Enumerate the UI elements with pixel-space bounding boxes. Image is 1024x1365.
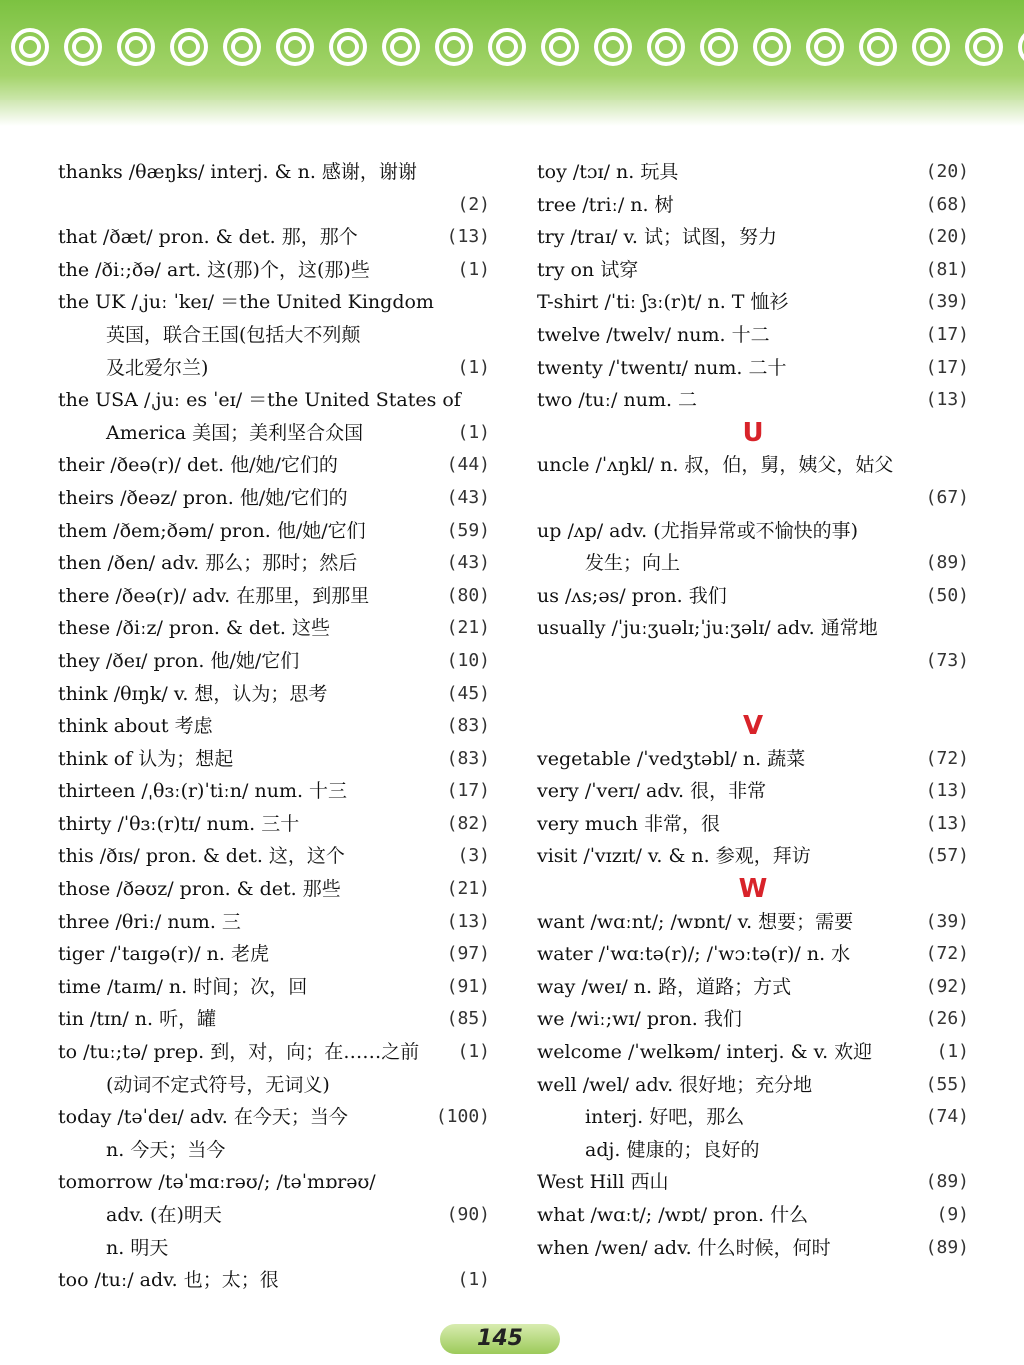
decorative-ring-icon (869, 38, 887, 56)
entry-text: tiger /ˈtaɪgə(r)/ n. 老虎 (58, 943, 269, 966)
glossary-entry-line (537, 352, 969, 385)
glossary-entry-line (58, 1101, 490, 1134)
glossary-entry-line (58, 417, 490, 450)
entry-page-ref: (20) (925, 226, 969, 248)
entry-page-ref: (1) (457, 421, 490, 443)
glossary-entry-line (58, 840, 490, 873)
decorative-ring-icon (975, 38, 993, 56)
entry-page-ref: (85) (446, 1008, 490, 1030)
entry-page-ref: (73) (925, 649, 969, 671)
glossary-entry-line (58, 352, 490, 385)
decorative-ring-icon (74, 38, 92, 56)
page-header-band (0, 0, 1024, 108)
glossary-entry-line (58, 1003, 490, 1036)
entry-text: interj. 好吧，那么 (585, 1106, 745, 1129)
decorative-ring-icon (861, 30, 895, 64)
glossary-entry-line (537, 156, 969, 189)
entry-page-ref: (17) (925, 356, 969, 378)
entry-text: try on 试穿 (537, 258, 639, 281)
decorative-ring-icon (710, 38, 728, 56)
entry-text: America 美国；美利坚合众国 (106, 421, 364, 444)
entry-text: there /ðeə(r)/ adv. 在那里，到那里 (58, 584, 370, 607)
entry-page-ref: (2) (457, 193, 490, 215)
entry-text: what /wɑːt/; /wɒt/ pron. 什么 (537, 1204, 809, 1226)
entry-page-ref: (89) (925, 1171, 969, 1193)
decorative-ring-icon (702, 30, 736, 64)
entry-page-ref: (74) (925, 1106, 969, 1128)
entry-text: try /traɪ/ v. 试；试图，努力 (537, 226, 778, 249)
entry-text: three /θriː/ num. 三 (58, 910, 241, 933)
decorative-ring-icon (914, 30, 948, 64)
entry-text: those /ðəʊz/ pron. & det. 那些 (58, 878, 341, 901)
entry-text: two /tuː/ num. 二 (537, 389, 698, 412)
entry-page-ref: (44) (446, 454, 490, 476)
decorative-ring-icon (437, 30, 471, 64)
decorative-ring-icon (180, 38, 198, 56)
decorative-ring-icon (445, 38, 463, 56)
section-letter: W (738, 874, 768, 905)
glossary-entry-line (58, 743, 490, 776)
decorative-ring-icon (172, 30, 206, 64)
entry-text: vegetable /ˈvedʒtəbl/ n. 蔬菜 (537, 747, 806, 770)
glossary-entry-line (537, 1069, 969, 1102)
entry-text: visit /ˈvɪzɪt/ v. & n. 参观，拜访 (537, 845, 811, 868)
entry-page-ref: (3) (457, 845, 490, 867)
entry-text: too /tuː/ adv. 也；太；很 (58, 1269, 279, 1292)
decorative-ring-icon (755, 30, 789, 64)
entry-text: toy /tɔɪ/ n. 玩具 (537, 161, 679, 183)
page-number: 145 (477, 1326, 523, 1351)
entry-text: very much 非常，很 (537, 812, 721, 835)
entry-text: tree /triː/ n. 树 (537, 193, 674, 216)
entry-text: think /θɪŋk/ v. 想，认为；思考 (58, 682, 328, 705)
entry-page-ref: (59) (446, 519, 490, 541)
entry-page-ref: (92) (925, 975, 969, 997)
decorative-ring-icon (649, 30, 683, 64)
section-gap (537, 678, 969, 711)
decorative-ring-icon (286, 38, 304, 56)
entry-page-ref: (55) (925, 1073, 969, 1095)
entry-page-ref: (89) (925, 1236, 969, 1258)
entry-text: n. 明天 (106, 1236, 169, 1259)
glossary-entry-line (537, 515, 969, 548)
decorative-ring-icon (808, 30, 842, 64)
entry-page-ref: (81) (925, 258, 969, 280)
entry-text: uncle /ˈʌŋkl/ n. 叔，伯，舅，姨父，姑父 (537, 454, 894, 477)
glossary-entry-line (58, 612, 490, 645)
entry-page-ref: (1) (457, 258, 490, 280)
entry-page-ref: (21) (446, 617, 490, 639)
entry-text: twenty /ˈtwentɪ/ num. 二十 (537, 356, 787, 379)
section-letter: V (742, 711, 764, 742)
entry-page-ref: (17) (925, 323, 969, 345)
glossary-entry-line (58, 906, 490, 939)
glossary-entry-line (58, 156, 490, 189)
entry-text: usually /ˈjuːʒuəlɪ;ˈjuːʒəlɪ/ adv. 通常地 (537, 617, 878, 640)
entry-text: n. 今天；当今 (106, 1138, 226, 1161)
decorative-ring-icon (543, 30, 577, 64)
entry-page-ref: (57) (925, 845, 969, 867)
entry-text: that /ðæt/ pron. & det. 那，那个 (58, 226, 358, 249)
entry-page-ref: (1) (457, 1041, 490, 1063)
entry-page-ref: (72) (925, 747, 969, 769)
entry-page-ref: (13) (925, 812, 969, 834)
glossary-entry-line (58, 189, 490, 222)
glossary-entry-line (537, 221, 969, 254)
glossary-entry-line (58, 319, 490, 352)
entry-text: (动词不定式符号，无词义) (106, 1073, 330, 1096)
entry-text: 英国，联合王国(包括大不列颠 (106, 323, 361, 346)
entry-page-ref: (100) (435, 1106, 490, 1128)
glossary-entry-line (58, 1199, 490, 1232)
glossary-entry-line (537, 971, 969, 1004)
decorative-ring-icon (21, 38, 39, 56)
glossary-entry-line (537, 254, 969, 287)
entry-page-ref: (83) (446, 747, 490, 769)
glossary-entry-line (537, 612, 969, 645)
glossary-entry-line (58, 710, 490, 743)
decorative-ring-icon (0, 22, 1024, 72)
entry-text: theirs /ðeəz/ pron. 他/她/它们的 (58, 486, 348, 509)
glossary-entry-line (58, 515, 490, 548)
glossary-entry-line (58, 254, 490, 287)
entry-text: welcome /ˈwelkəm/ interj. & v. 欢迎 (537, 1041, 873, 1064)
glossary-entry-line (58, 286, 490, 319)
glossary-entry-line (537, 775, 969, 808)
decorative-ring-icon (119, 30, 153, 64)
entry-page-ref: (72) (925, 943, 969, 965)
entry-text: West Hill 西山 (537, 1171, 669, 1194)
entry-page-ref: (13) (446, 910, 490, 932)
entry-text: the UK /ˌjuː ˈkeɪ/ ＝the United Kingdom (58, 291, 434, 314)
entry-text: T-shirt /ˈtiː ʃɜː(r)t/ n. T 恤衫 (537, 291, 789, 314)
entry-page-ref: (39) (925, 910, 969, 932)
entry-text: well /wel/ adv. 很好地；充分地 (537, 1073, 813, 1096)
entry-text: them /ðem;ðəm/ pron. 他/她/它们 (58, 519, 366, 542)
glossary-entry-line (537, 1199, 969, 1232)
glossary-entry-line (58, 1232, 490, 1265)
decorative-ring-icon (278, 30, 312, 64)
entry-page-ref: (1) (457, 356, 490, 378)
entry-text: the /ðiː;ðə/ art. 这(那)个，这(那)些 (58, 258, 370, 281)
entry-page-ref: (80) (446, 584, 490, 606)
glossary-entry-line (58, 808, 490, 841)
entry-page-ref: (50) (925, 584, 969, 606)
decorative-ring-icon (66, 30, 100, 64)
glossary-entry-line (537, 743, 969, 776)
decorative-ring-icon (392, 38, 410, 56)
glossary-entry-line (537, 840, 969, 873)
decorative-ring-icon (225, 30, 259, 64)
entry-page-ref: (43) (446, 552, 490, 574)
entry-page-ref: (68) (925, 193, 969, 215)
decorative-ring-icon (331, 30, 365, 64)
glossary-entry-line (58, 1264, 490, 1297)
decorative-ring-icon (604, 38, 622, 56)
glossary-entry-line (58, 1036, 490, 1069)
decorative-ring-icon (490, 30, 524, 64)
glossary-entry-line (537, 1134, 969, 1167)
glossary-entry-line (58, 873, 490, 906)
entry-text: way /weɪ/ n. 路，道路；方式 (537, 975, 792, 998)
decorative-ring-icon (967, 30, 1001, 64)
entry-page-ref: (82) (446, 812, 490, 834)
entry-page-ref: (67) (925, 486, 969, 508)
entry-page-ref: (1) (936, 1041, 969, 1063)
entry-page-ref: (45) (446, 682, 490, 704)
glossary-entry-line (58, 580, 490, 613)
entry-text: 及北爱尔兰) (106, 356, 209, 379)
decorative-ring-icon (233, 38, 251, 56)
entry-page-ref: (10) (446, 649, 490, 671)
glossary-entry-line (58, 1134, 490, 1167)
entry-text: when /wen/ adv. 什么时候，何时 (537, 1236, 831, 1259)
decorative-ring-icon (498, 38, 516, 56)
entry-page-ref: (1) (457, 1269, 490, 1291)
decorative-ring-icon (339, 38, 357, 56)
entry-page-ref: (20) (925, 161, 969, 182)
entry-page-ref: (26) (925, 1008, 969, 1030)
section-letter: U (742, 417, 764, 448)
glossary-entry-line (537, 906, 969, 939)
entry-text: think of 认为；想起 (58, 747, 234, 770)
entry-text: we /wiː;wɪ/ pron. 我们 (537, 1008, 742, 1031)
entry-text: adj. 健康的；良好的 (585, 1138, 760, 1161)
entry-text: water /ˈwɑːtə(r)/; /ˈwɔːtə(r)/ n. 水 (537, 943, 851, 966)
entry-text: this /ðɪs/ pron. & det. 这，这个 (58, 845, 345, 868)
glossary-column-right (537, 156, 969, 1264)
glossary-entry-line (537, 645, 969, 678)
glossary-entry-line (58, 678, 490, 711)
entry-page-ref: (39) (925, 291, 969, 313)
entry-text: their /ðeə(r)/ det. 他/她/它们的 (58, 454, 338, 477)
glossary-entry-line (58, 547, 490, 580)
glossary-entry-line (537, 286, 969, 319)
entry-text: us /ʌs;əs/ pron. 我们 (537, 584, 727, 607)
decorative-ring-icon (551, 38, 569, 56)
glossary-entry-line (537, 938, 969, 971)
decorative-ring-icon (1020, 30, 1024, 64)
entry-text: thirty /ˈθɜː(r)tɪ/ num. 三十 (58, 812, 300, 835)
glossary-entry-line (537, 1232, 969, 1265)
glossary-entry-line (58, 775, 490, 808)
entry-text: then /ðen/ adv. 那么；那时；然后 (58, 552, 358, 575)
glossary-entry-line (537, 580, 969, 613)
entry-page-ref: (13) (925, 780, 969, 802)
glossary-entry-line (537, 384, 969, 417)
glossary-column-left (58, 156, 490, 1297)
entry-text: thanks /θæŋks/ interj. & n. 感谢，谢谢 (58, 161, 417, 183)
decorative-ring-icon (657, 38, 675, 56)
decorative-ring-icon (763, 38, 781, 56)
entry-page-ref: (17) (446, 780, 490, 802)
page-edge (0, 100, 1024, 126)
entry-text: adv. (在)明天 (106, 1204, 222, 1226)
entry-text: tomorrow /təˈmɑːrəʊ/; /təˈmɒrəʊ/ (58, 1171, 376, 1194)
decorative-ring-icon (384, 30, 418, 64)
glossary-entry-line (537, 319, 969, 352)
entry-page-ref: (90) (446, 1204, 490, 1225)
entry-text: twelve /twelv/ num. 十二 (537, 323, 770, 346)
glossary-entry-line (58, 971, 490, 1004)
entry-text: think about 考虑 (58, 715, 213, 738)
page-number-badge (430, 1318, 580, 1358)
entry-text: 发生；向上 (585, 552, 681, 575)
entry-text: to /tuː;tə/ prep. 到，对，向；在……之前 (58, 1041, 420, 1064)
entry-page-ref: (83) (446, 715, 490, 737)
glossary-entry-line (537, 1166, 969, 1199)
glossary-entry-line (58, 384, 490, 417)
glossary-entry-line (58, 482, 490, 515)
glossary-entry-line (537, 547, 969, 580)
glossary-entry-line (537, 189, 969, 222)
entry-text: thirteen /ˌθɜː(r)ˈtiːn/ num. 十三 (58, 780, 348, 803)
entry-text: time /taɪm/ n. 时间；次，回 (58, 975, 308, 998)
entry-page-ref: (97) (446, 943, 490, 965)
glossary-entry-line (537, 808, 969, 841)
entry-page-ref: (13) (925, 389, 969, 411)
glossary-entry-line (537, 449, 969, 482)
entry-page-ref: (9) (936, 1204, 969, 1225)
entry-page-ref: (89) (925, 552, 969, 574)
entry-text: they /ðeɪ/ pron. 他/她/它们 (58, 649, 300, 672)
glossary-entry-line (537, 1101, 969, 1134)
glossary-entry-line (58, 1166, 490, 1199)
decorative-ring-icon (127, 38, 145, 56)
glossary-entry-line (537, 1003, 969, 1036)
glossary-entry-line (58, 645, 490, 678)
glossary-entry-line (58, 938, 490, 971)
entry-page-ref: (91) (446, 975, 490, 997)
entry-text: up /ʌp/ adv. (尤指异常或不愉快的事) (537, 519, 859, 542)
decorative-ring-icon (816, 38, 834, 56)
decorative-ring-icon (596, 30, 630, 64)
entry-text: want /wɑːnt/; /wɒnt/ v. 想要；需要 (537, 910, 854, 933)
entry-text: tin /tɪn/ n. 听，罐 (58, 1008, 217, 1031)
entry-text: very /ˈverɪ/ adv. 很，非常 (537, 780, 767, 803)
glossary-entry-line (537, 1036, 969, 1069)
glossary-entry-line (58, 449, 490, 482)
entry-text: the USA /ˌjuː es ˈeɪ/ ＝the United States of (58, 389, 461, 412)
decorative-ring-icon (922, 38, 940, 56)
entry-page-ref: (43) (446, 486, 490, 508)
glossary-entry-line (58, 221, 490, 254)
glossary-entry-line (58, 1069, 490, 1102)
entry-text: today /təˈdeɪ/ adv. 在今天；当今 (58, 1106, 348, 1129)
entry-page-ref: (21) (446, 878, 490, 900)
entry-page-ref: (13) (446, 226, 490, 248)
glossary-entry-line (537, 482, 969, 515)
decorative-ring-icon (13, 30, 47, 64)
entry-text: these /ðiːz/ pron. & det. 这些 (58, 617, 330, 640)
